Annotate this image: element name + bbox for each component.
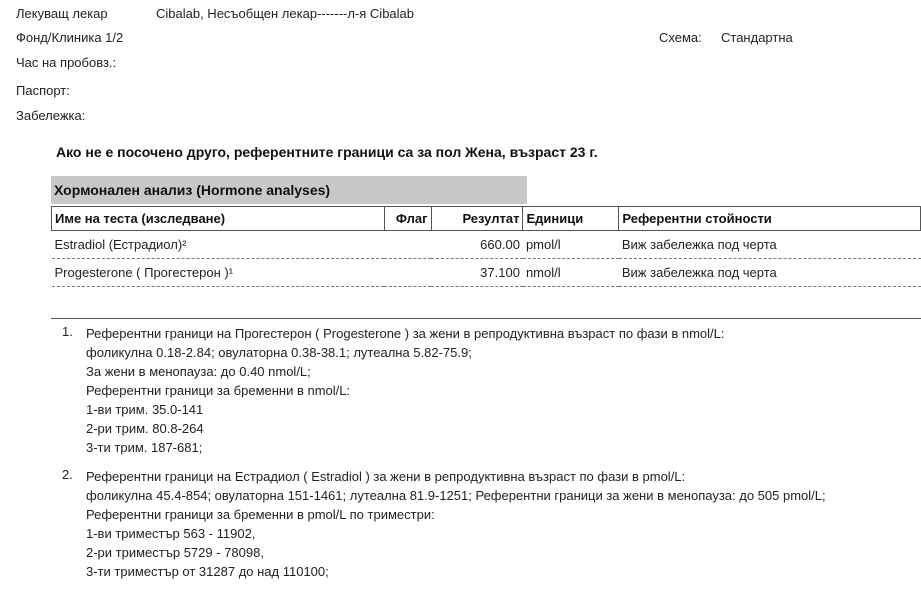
doctor-label: Лекуващ лекар [16, 6, 108, 21]
remark-label: Забележка: [16, 108, 86, 123]
footnote-line: Референтни граници на Прогестерон ( Progesterone ) за жени в репродуктивна възраст по фази в nmol/L: [86, 326, 725, 341]
footnote-line: За жени в менопауза: до 0.40 nmol/L; [86, 364, 311, 379]
test-flag [384, 259, 431, 287]
results-table [51, 206, 921, 287]
test-result: 37.100 [431, 259, 523, 287]
col-header-result: Резултат [431, 207, 523, 231]
doctor-value: Cibalab, Несъобщен лекар-------л-я Cibalab [156, 6, 415, 21]
footnote-number: 1. [62, 324, 73, 339]
footnote [62, 467, 912, 581]
footnote [62, 324, 912, 457]
sample-time-label: Час на пробовз.: [16, 55, 117, 70]
reference-note: Ако не е посочено друго, референтните граници са за пол Жена, възраст 23 г. [56, 144, 598, 160]
test-name: Progesterone ( Прогестерон )¹ [52, 259, 385, 287]
test-result: 660.00 [431, 231, 523, 259]
fund-clinic-label: Фонд/Клиника 1/2 [16, 30, 124, 45]
footnote-divider [51, 318, 921, 319]
footnote-line: 1-ви триместър 563 - 11902, [86, 526, 256, 541]
test-name: Estradiol (Естрадиол)² [52, 231, 385, 259]
table-row [52, 259, 921, 287]
col-header-flag: Флаг [384, 207, 431, 231]
test-reference: Виж забележка под черта [619, 231, 921, 259]
section-title: Хормонален анализ (Hormone analyses) [51, 176, 527, 204]
test-flag [384, 231, 431, 259]
scheme-value: Стандартна [721, 30, 793, 45]
footnote-line: фоликулна 0.18-2.84; овулаторна 0.38-38.1; лутеална 5.82-75.9; [86, 345, 472, 360]
test-units: nmol/l [523, 259, 619, 287]
col-header-units: Единици [523, 207, 619, 231]
table-row [52, 231, 921, 259]
passport-label: Паспорт: [16, 83, 70, 98]
footnote-line: фоликулна 45.4-854; овулаторна 151-1461; лутеална 81.9-1251; Референтни граници за жени в менопауза: до 505 pmol/L; [86, 488, 826, 503]
footnote-line: Референтни граници за бременни в nmol/L: [86, 383, 351, 398]
footnotes [62, 324, 912, 591]
footnote-line: Референтни граници на Естрадиол ( Estradiol ) за жени в репродуктивна възраст по фази в pmol/L: [86, 469, 686, 484]
footnote-number: 2. [62, 467, 73, 482]
footnote-line: 2-ри трим. 80.8-264 [86, 421, 204, 436]
scheme-label: Схема: [659, 30, 702, 45]
footnote-line: Референтни граници за бременни в pmol/L по триместри: [86, 507, 435, 522]
table-header-row [52, 207, 921, 231]
footnote-line: 3-ти трим. 187-681; [86, 440, 203, 455]
footnote-line: 2-ри триместър 5729 - 78098, [86, 545, 264, 560]
footnote-line: 3-ти триместър от 31287 до над 110100; [86, 564, 329, 579]
test-units: pmol/l [523, 231, 619, 259]
test-reference: Виж забележка под черта [619, 259, 921, 287]
footnote-line: 1-ви трим. 35.0-141 [86, 402, 204, 417]
col-header-test: Име на теста (изследване) [52, 207, 385, 231]
col-header-reference: Референтни стойности [619, 207, 921, 231]
